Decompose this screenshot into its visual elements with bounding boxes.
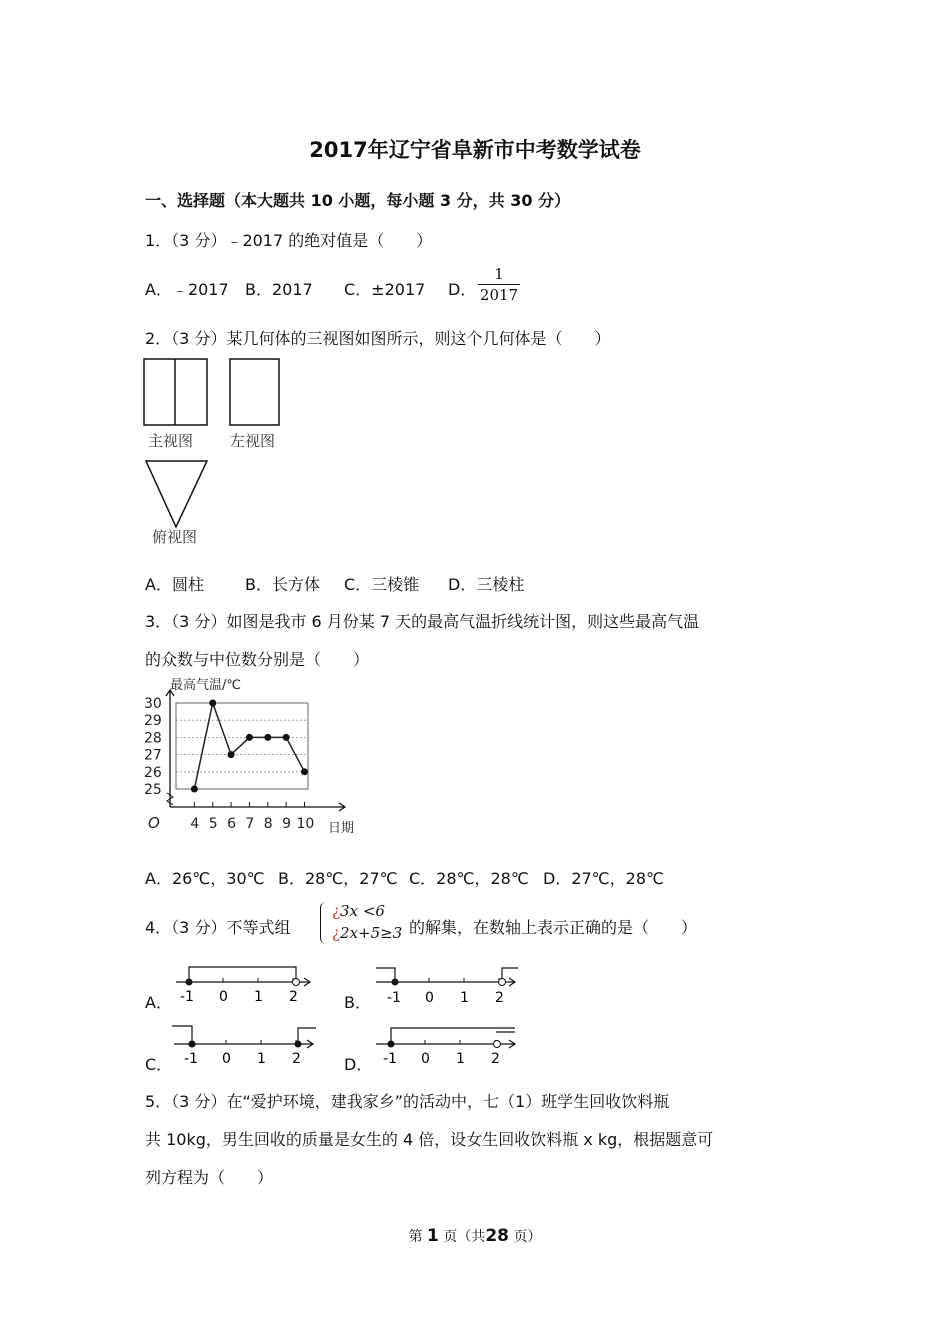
- temperature-series-line: [194, 703, 304, 789]
- inequality-1: 3x <6: [340, 902, 385, 920]
- y-tick-label: 28: [144, 730, 162, 747]
- q3-stem-line1: 3．（3 分）如图是我市 6 月份某 7 天的最高气温折线统计图，则这些最高气温: [145, 612, 700, 631]
- axis-label-neg1: -1: [383, 1051, 397, 1066]
- left-view-rect: [230, 359, 279, 425]
- axis-label-1: 1: [257, 1051, 266, 1066]
- footer-page-number: 1: [427, 1226, 439, 1246]
- fraction-numerator: 1: [478, 264, 520, 285]
- q2-option-b: B．长方体: [245, 575, 320, 594]
- data-point: [283, 734, 290, 741]
- q4-stem-pre: 4．（3 分）不等式组: [145, 918, 291, 937]
- section-heading: 一、选择题（本大题共 10 小题，每小题 3 分，共 30 分）: [145, 191, 571, 210]
- q5-line2: 共 10kg，男生回收的质量是女生的 4 倍，设女生回收饮料瓶 x kg，根据题意可: [145, 1130, 714, 1149]
- q3-option-a: A．26℃，30℃: [145, 869, 265, 888]
- axis-label-neg1: -1: [180, 989, 194, 1005]
- q3-option-b: B．28℃，27℃: [278, 869, 398, 888]
- axis-label-1: 1: [460, 990, 469, 1006]
- y-tick-label: 25: [144, 782, 162, 798]
- number-line-a: [170, 958, 320, 1006]
- axis-label-2: 2: [292, 1051, 301, 1066]
- axis-label-0: 0: [219, 989, 228, 1005]
- inequality-system: [320, 900, 402, 944]
- number-line-b: [370, 962, 525, 1008]
- axis-label-0: 0: [421, 1051, 430, 1066]
- number-line-d: [370, 1020, 525, 1066]
- footer-pre: 第: [408, 1229, 423, 1245]
- axis-label-2: 2: [491, 1051, 500, 1066]
- data-point: [246, 734, 253, 741]
- x-tick-label: 7: [245, 816, 255, 832]
- q4-option-b: B．: [344, 993, 371, 1012]
- y-tick-label: 26: [144, 764, 162, 781]
- chart-origin: O: [148, 814, 160, 832]
- data-point: [228, 751, 235, 758]
- q1-option-a: A．﹣2017: [145, 280, 229, 299]
- axis-label-0: 0: [425, 990, 434, 1006]
- axis-label-2: 2: [495, 990, 504, 1006]
- data-point: [264, 734, 271, 741]
- axis-label-1: 1: [456, 1051, 465, 1066]
- axis-label-neg1: -1: [387, 990, 401, 1006]
- footer-post: 页）: [513, 1229, 542, 1245]
- q3-option-d: D．27℃，28℃: [543, 869, 664, 888]
- q4-option-d: D．: [344, 1055, 373, 1074]
- q2-option-a: A．圆柱: [145, 575, 204, 594]
- top-view-triangle: [146, 461, 207, 527]
- brace-mark-2: ¿: [332, 924, 341, 942]
- page-title: 2017年辽宁省阜新市中考数学试卷: [309, 138, 641, 162]
- axis-break: [167, 793, 173, 805]
- axis-label-1: 1: [254, 989, 263, 1005]
- x-tick-label: 4: [190, 816, 200, 832]
- q2-option-c: C．三棱锥: [344, 575, 420, 594]
- data-point: [301, 768, 308, 775]
- front-view-label: 主视图: [148, 432, 194, 450]
- inequality-2: 2x+5≥3: [340, 924, 403, 942]
- q4-stem-post: 的解集，在数轴上表示正确的是（ ）: [409, 918, 698, 937]
- q3-stem-line2: 的众数与中位数分别是（ ）: [145, 650, 370, 669]
- data-point: [209, 700, 216, 707]
- axis-label-neg1: -1: [184, 1051, 198, 1066]
- fraction-denominator: 2017: [479, 286, 519, 304]
- top-view-label: 俯视图: [152, 528, 198, 546]
- q1-option-d: D．: [448, 280, 477, 299]
- axis-label-2: 2: [289, 989, 298, 1005]
- q4-option-c: C．: [145, 1055, 173, 1074]
- chart-title: 最高气温/℃: [170, 678, 241, 693]
- x-tick-label: 5: [208, 816, 218, 832]
- brace-mark-1: ¿: [332, 902, 341, 920]
- q4-option-a: A．: [145, 993, 172, 1012]
- q5-line3: 列方程为（ ）: [145, 1168, 274, 1187]
- x-tick-label: 8: [263, 816, 273, 832]
- q3-option-c: C．28℃，28℃: [409, 869, 529, 888]
- q5-line1: 5．（3 分）在“爱护环境，建我家乡”的活动中，七（1）班学生回收饮料瓶: [145, 1092, 670, 1111]
- footer-mid: 页（共: [443, 1229, 486, 1245]
- left-view-label: 左视图: [230, 432, 276, 450]
- x-tick-label: 10: [296, 816, 315, 832]
- q2-stem: 2．（3 分）某几何体的三视图如图所示，则这个几何体是（ ）: [145, 329, 611, 348]
- axis-label-0: 0: [222, 1051, 231, 1066]
- q2-option-d: D．三棱柱: [448, 575, 525, 594]
- data-point: [191, 786, 198, 793]
- footer-total-pages: 28: [485, 1226, 509, 1246]
- number-line-c: [168, 1020, 323, 1066]
- y-tick-label: 30: [144, 696, 162, 712]
- three-views-figure: [140, 355, 300, 550]
- x-tick-label: 9: [282, 816, 292, 832]
- plot-frame: [176, 703, 308, 789]
- q1-option-b: B．2017: [245, 280, 313, 299]
- y-tick-label: 29: [144, 713, 162, 730]
- page-footer: [0, 1226, 950, 1246]
- y-tick-label: 27: [144, 747, 162, 764]
- q1-fraction: [478, 264, 520, 305]
- chart-x-label: 日期: [328, 821, 355, 836]
- q1-stem: 1．（3 分）﹣2017 的绝对值是（ ）: [145, 231, 433, 250]
- q1-option-c: C．±2017: [344, 280, 426, 299]
- x-tick-label: 6: [227, 816, 236, 832]
- temperature-line-chart: [140, 672, 370, 842]
